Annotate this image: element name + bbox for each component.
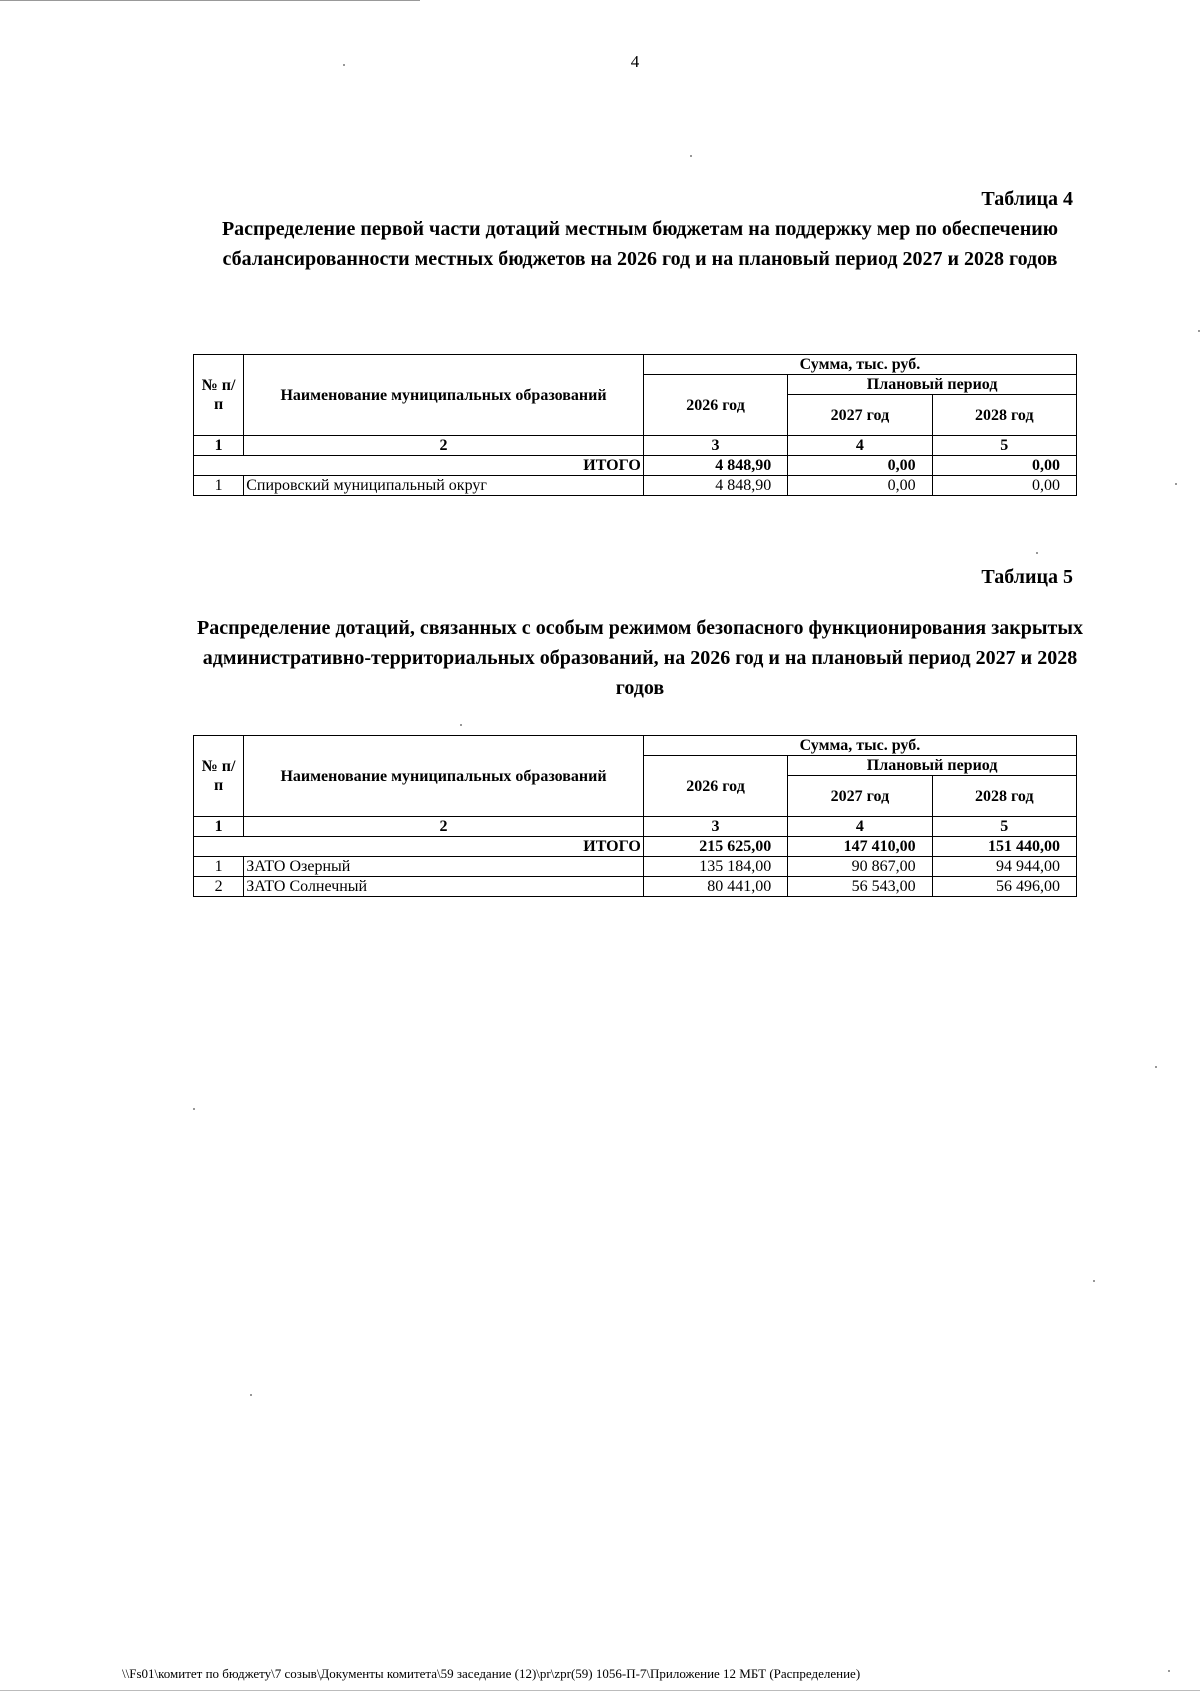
scan-speck: [343, 64, 345, 66]
header-sum: Сумма, тыс. руб.: [643, 736, 1076, 756]
row-no: 1: [194, 857, 244, 877]
header-2026: 2026 год: [643, 756, 787, 817]
row-2028: 94 944,00: [932, 857, 1076, 877]
row-name: ЗАТО Солнечный: [244, 877, 644, 897]
scan-bottom-rule: [0, 1690, 1200, 1691]
page-number: 4: [630, 52, 640, 71]
table-5: [193, 735, 1077, 897]
table-4-title: Распределение первой части дотаций местным бюджетам на поддержку мер по обеспечению сбалансированности местных бюджетов на 2026 год и на плановый период 2027 и 2028 годов: [221, 218, 1059, 270]
total-row: [194, 837, 1077, 857]
table-row: [194, 877, 1077, 897]
scan-speck: [1093, 1280, 1095, 1282]
col-number: 4: [788, 817, 932, 837]
scan-speck: [250, 1394, 252, 1396]
total-label: ИТОГО: [244, 837, 644, 857]
header-no: № п/п: [194, 736, 244, 817]
footer-file-path: \\Fs01\комитет по бюджету\7 созыв\Документы комитета\59 заседание (12)\pr\zpr(59) 1056-П-7\Приложение 12 МБТ (Распределение): [122, 1666, 861, 1681]
table-row: [194, 476, 1077, 496]
table-row: [194, 857, 1077, 877]
total-label: ИТОГО: [244, 456, 644, 476]
header-2027: 2027 год: [788, 776, 932, 817]
row-2028: 0,00: [932, 476, 1076, 496]
table-4-label: Таблица 4: [981, 188, 1073, 210]
row-name: Спировский муниципальный округ: [244, 476, 644, 496]
row-2027: 90 867,00: [788, 857, 932, 877]
table-5-title: Распределение дотаций, связанных с особым режимом безопасного функционирования закрытых административно-территориальных образований, на 2026 год и на плановый период 2027 и 2028 годов: [197, 617, 1083, 699]
header-2028: 2028 год: [932, 395, 1076, 436]
header-sum: Сумма, тыс. руб.: [643, 355, 1076, 375]
header-no: № п/п: [194, 355, 244, 436]
table-4: [193, 354, 1077, 496]
header-2028: 2028 год: [932, 776, 1076, 817]
row-2028: 56 496,00: [932, 877, 1076, 897]
total-2028: 0,00: [932, 456, 1076, 476]
col-number: 2: [244, 436, 644, 456]
table-5-label: Таблица 5: [981, 566, 1073, 588]
scan-top-rule: [0, 0, 420, 1]
scan-speck: [1155, 1066, 1157, 1068]
row-no: 1: [194, 476, 244, 496]
col-number: 5: [932, 817, 1076, 837]
scan-speck: [193, 1108, 195, 1110]
header-name: Наименование муниципальных образований: [244, 736, 644, 817]
row-2026: 4 848,90: [643, 476, 787, 496]
total-row: [194, 456, 1077, 476]
header-name: Наименование муниципальных образований: [244, 355, 644, 436]
total-2028: 151 440,00: [932, 837, 1076, 857]
col-number: 2: [244, 817, 644, 837]
col-number: 1: [194, 817, 244, 837]
header-2027: 2027 год: [788, 395, 932, 436]
col-number: 3: [643, 817, 787, 837]
scan-speck: [1168, 1670, 1170, 1672]
scan-speck: [690, 155, 692, 157]
row-2026: 135 184,00: [643, 857, 787, 877]
row-2026: 80 441,00: [643, 877, 787, 897]
row-name: ЗАТО Озерный: [244, 857, 644, 877]
header-2026: 2026 год: [643, 375, 787, 436]
header-planned: Плановый период: [788, 375, 1077, 395]
row-2027: 56 543,00: [788, 877, 932, 897]
total-2026: 215 625,00: [643, 837, 787, 857]
col-number: 3: [643, 436, 787, 456]
row-no: 2: [194, 877, 244, 897]
col-number: 5: [932, 436, 1076, 456]
col-number: 1: [194, 436, 244, 456]
scan-speck: [1036, 552, 1038, 554]
scan-speck: [1175, 483, 1177, 485]
col-number: 4: [788, 436, 932, 456]
total-2027: 147 410,00: [788, 837, 932, 857]
row-2027: 0,00: [788, 476, 932, 496]
total-2027: 0,00: [788, 456, 932, 476]
total-2026: 4 848,90: [643, 456, 787, 476]
scan-speck: [460, 724, 462, 726]
header-planned: Плановый период: [788, 756, 1077, 776]
